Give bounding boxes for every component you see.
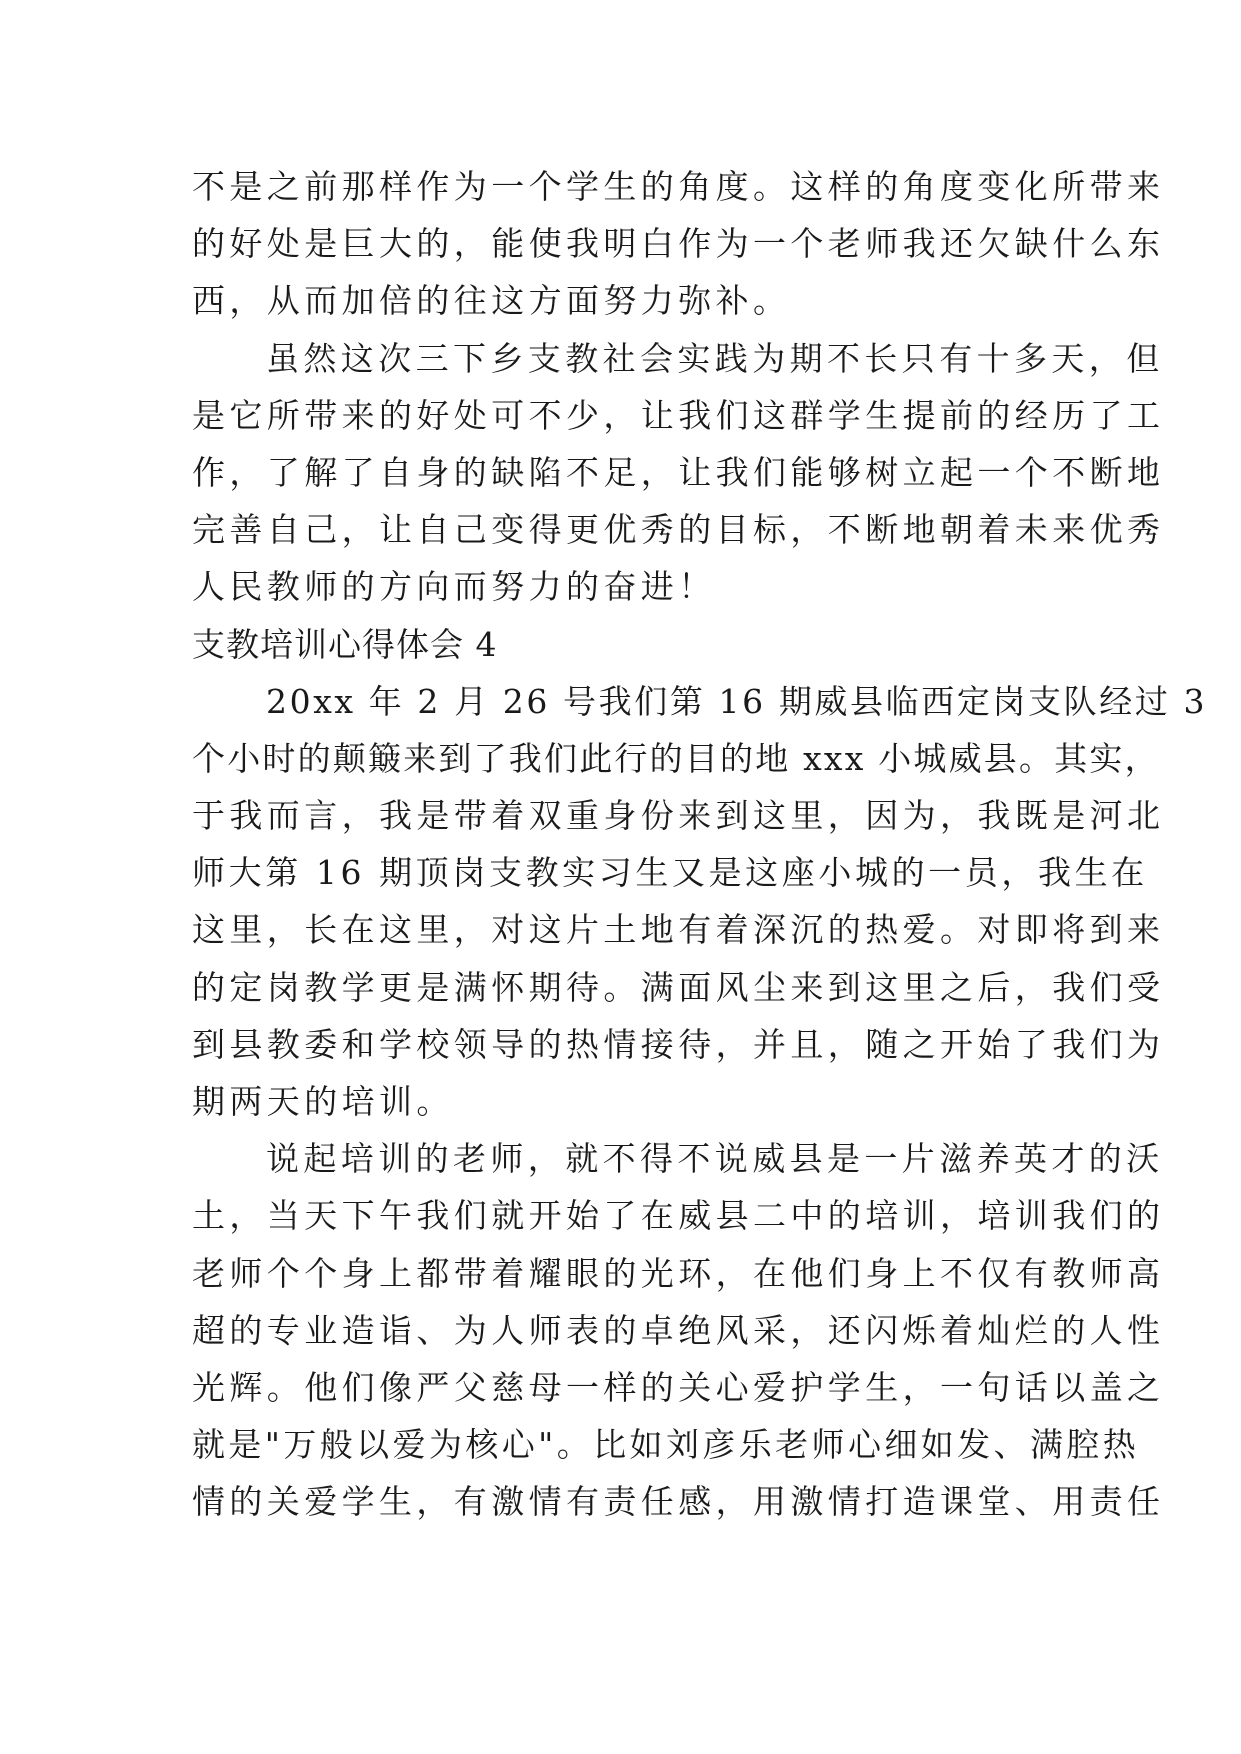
paragraph-first-line: 虽然这次三下乡支教社会实践为期不长只有十多天，但 [266,338,1164,378]
paragraph-first-line: 20xx 年 2 月 26 号我们第 16 期威县临西定岗支队经过 3 [266,681,1208,721]
text-line: 光辉。他们像严父慈母一样的关心爱护学生，一句话以盖之 [192,1367,1165,1407]
text-line: 不是之前那样作为一个学生的角度。这样的角度变化所带来 [192,167,1165,206]
text-line: 就是"万般以爱为核心"。比如刘彦乐老师心细如发、满腔热 [192,1425,1140,1465]
text-line: 于我而言，我是带着双重身份来到这里，因为，我既是河北 [192,796,1165,836]
section-heading: 支教培训心得体会 4 [192,624,498,664]
text-line: 老师个个身上都带着耀眼的光环，在他们身上不仅有教师高 [192,1253,1165,1293]
text-line: 超的专业造诣、为人师表的卓绝风采，还闪烁着灿烂的人性 [192,1310,1165,1350]
text-line: 的好处是巨大的，能使我明白作为一个老师我还欠缺什么东 [192,224,1165,264]
text-line: 师大第 16 期顶岗支教实习生又是这座小城的一员，我生在 [192,853,1148,893]
text-line: 人民教师的方向而努力的奋进！ [192,567,716,607]
text-line: 西，从而加倍的往这方面努力弥补。 [192,281,791,321]
text-line: 完善自己，让自己变得更优秀的目标，不断地朝着未来优秀 [192,510,1165,550]
text-line: 作，了解了自身的缺陷不足，让我们能够树立起一个不断地 [192,452,1165,492]
text-line: 到县教委和学校领导的热情接待，并且，随之开始了我们为 [192,1024,1165,1064]
text-line: 情的关爱学生，有激情有责任感，用激情打造课堂、用责任 [192,1482,1165,1522]
text-line: 个小时的颠簸来到了我们此行的目的地 xxx 小城威县。其实， [192,738,1160,778]
text-line: 是它所带来的好处可不少，让我们这群学生提前的经历了工 [192,395,1165,435]
text-line: 期两天的培训。 [192,1082,454,1121]
text-line: 这里，长在这里，对这片土地有着深沉的热爱。对即将到来 [192,910,1165,950]
text-line: 土，当天下午我们就开始了在威县二中的培训，培训我们的 [192,1196,1165,1236]
text-line: 的定岗教学更是满怀期待。满面风尘来到这里之后，我们受 [192,967,1165,1007]
document-body [192,158,1208,1531]
paragraph-first-line: 说起培训的老师，就不得不说威县是一片滋养英才的沃 [266,1139,1164,1179]
